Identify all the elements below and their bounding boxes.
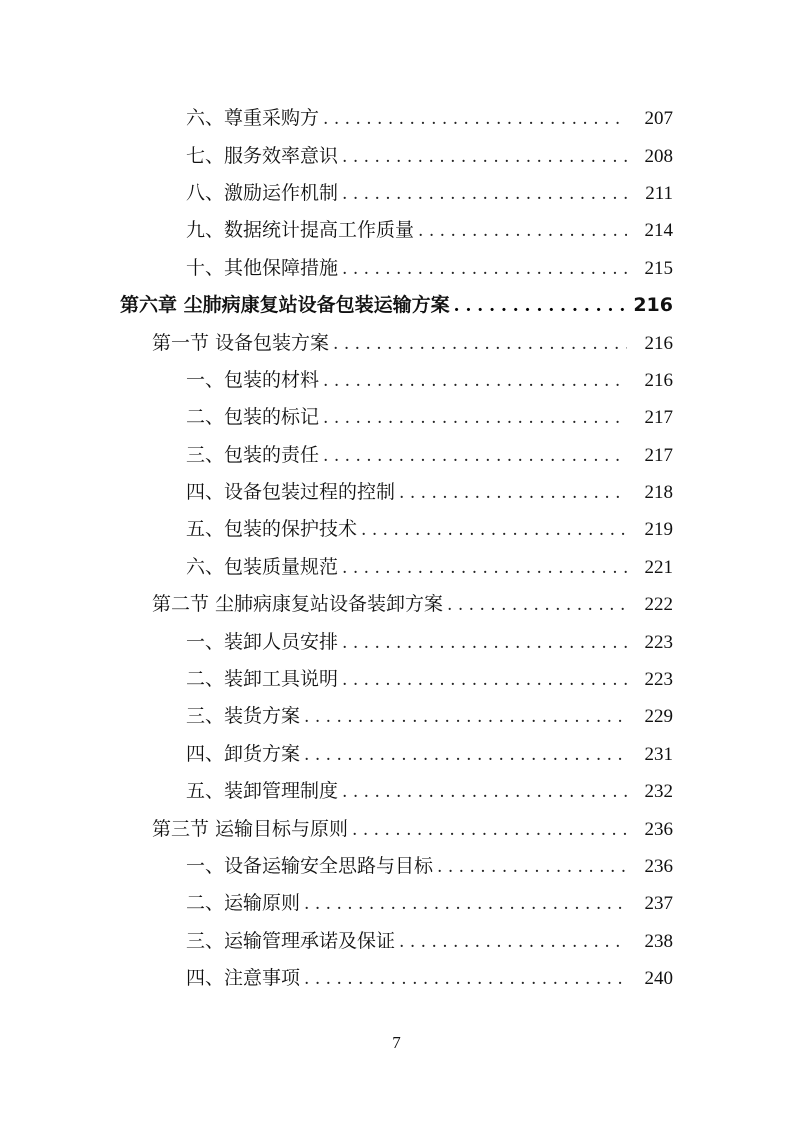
dot-leader	[304, 969, 627, 988]
toc-entry[interactable]	[0, 474, 793, 511]
toc-entry-title: 八、激励运作机制	[186, 181, 339, 204]
dot-leader	[323, 408, 627, 427]
toc-entry-page: 218	[644, 482, 673, 504]
toc-entry[interactable]	[0, 623, 793, 660]
toc-entry-page: 219	[644, 519, 673, 541]
toc-entry-title: 五、装卸管理制度	[186, 780, 339, 803]
toc-entry[interactable]	[0, 137, 793, 174]
toc-entry[interactable]	[0, 923, 793, 960]
toc-entry-page: 223	[644, 669, 673, 691]
toc-entry-title: 三、运输管理承诺及保证	[186, 929, 396, 952]
toc-section-entry[interactable]	[0, 324, 793, 361]
toc-chapter-entry[interactable]	[0, 287, 793, 324]
toc-entry-page: 240	[644, 968, 673, 990]
toc-entry-page: 237	[644, 893, 673, 915]
toc-entry-page: 236	[644, 818, 673, 840]
toc-entry-page: 222	[644, 594, 673, 616]
toc-entry-title: 二、装卸工具说明	[186, 668, 339, 691]
toc-entry-page: 223	[644, 631, 673, 653]
toc-entry-page: 216	[644, 369, 673, 391]
dot-leader	[399, 483, 627, 502]
toc-entry[interactable]	[0, 212, 793, 249]
toc-entry-title: 三、包装的责任	[186, 443, 320, 466]
toc-entry-page: 207	[644, 108, 673, 130]
toc-entry[interactable]	[0, 511, 793, 548]
toc-entry-page: 216	[633, 294, 673, 317]
toc-entry-page: 229	[644, 706, 673, 728]
toc-entry[interactable]	[0, 250, 793, 287]
toc-entry[interactable]	[0, 661, 793, 698]
dot-leader	[333, 334, 627, 353]
table-of-contents	[0, 100, 793, 997]
dot-leader	[437, 857, 627, 876]
dot-leader	[342, 670, 627, 689]
toc-entry[interactable]	[0, 885, 793, 922]
toc-entry-page: 208	[644, 145, 673, 167]
toc-entry-title: 五、包装的保护技术	[186, 518, 358, 541]
dot-leader	[418, 221, 627, 240]
toc-entry-page: 231	[644, 743, 673, 765]
toc-entry-title: 四、设备包装过程的控制	[186, 481, 396, 504]
toc-section-entry[interactable]	[0, 586, 793, 623]
toc-entry-title: 第一节 设备包装方案	[152, 331, 330, 354]
dot-leader	[342, 782, 627, 801]
toc-entry-page: 216	[644, 332, 673, 354]
toc-entry-page: 238	[644, 930, 673, 952]
toc-entry-title: 六、尊重采购方	[186, 107, 320, 130]
toc-entry-title: 三、装货方案	[186, 705, 301, 728]
toc-entry-page: 211	[645, 182, 673, 204]
toc-entry-title: 第三节 运输目标与原则	[152, 817, 349, 840]
toc-entry-title: 一、包装的材料	[186, 368, 320, 391]
dot-leader	[323, 446, 627, 465]
page-number: 7	[392, 1033, 401, 1052]
toc-entry-page: 217	[644, 407, 673, 429]
toc-entry[interactable]	[0, 549, 793, 586]
dot-leader	[352, 820, 627, 839]
toc-entry-title: 第六章 尘肺病康复站设备包装运输方案	[120, 294, 450, 317]
toc-entry-title: 一、装卸人员安排	[186, 630, 339, 653]
toc-entry-page: 221	[644, 556, 673, 578]
toc-entry[interactable]	[0, 399, 793, 436]
toc-section-entry[interactable]	[0, 810, 793, 847]
dot-leader	[304, 745, 627, 764]
toc-entry[interactable]	[0, 175, 793, 212]
toc-entry[interactable]	[0, 773, 793, 810]
toc-entry-title: 四、卸货方案	[186, 742, 301, 765]
dot-leader	[342, 147, 627, 166]
dot-leader	[342, 633, 627, 652]
dot-leader	[304, 707, 627, 726]
dot-leader	[342, 558, 627, 577]
toc-entry-page: 214	[644, 220, 673, 242]
dot-leader	[304, 894, 627, 913]
toc-entry-title: 六、包装质量规范	[186, 555, 339, 578]
toc-entry-title: 二、包装的标记	[186, 406, 320, 429]
toc-entry-title: 四、注意事项	[186, 967, 301, 990]
dot-leader	[323, 371, 627, 390]
dot-leader	[361, 520, 627, 539]
toc-entry[interactable]	[0, 362, 793, 399]
toc-entry-page: 232	[644, 781, 673, 803]
dot-leader	[454, 296, 627, 315]
toc-entry-title: 二、运输原则	[186, 892, 301, 915]
toc-entry-title: 七、服务效率意识	[186, 144, 339, 167]
dot-leader	[323, 109, 627, 128]
toc-entry-page: 236	[644, 856, 673, 877]
toc-entry[interactable]	[0, 736, 793, 773]
toc-entry-title: 九、数据统计提高工作质量	[186, 219, 415, 242]
toc-entry[interactable]	[0, 848, 793, 885]
dot-leader	[399, 932, 627, 951]
toc-entry[interactable]	[0, 100, 793, 137]
toc-entry[interactable]	[0, 960, 793, 997]
toc-entry-title: 第二节 尘肺病康复站设备装卸方案	[152, 593, 444, 616]
toc-entry[interactable]	[0, 437, 793, 474]
toc-entry-page: 215	[644, 257, 673, 279]
dot-leader	[447, 595, 627, 614]
toc-entry[interactable]	[0, 698, 793, 735]
dot-leader	[342, 259, 627, 278]
toc-entry-title: 十、其他保障措施	[186, 256, 339, 279]
toc-entry-title: 一、设备运输安全思路与目标	[186, 855, 434, 877]
dot-leader	[342, 184, 627, 203]
toc-entry-page: 217	[644, 444, 673, 466]
